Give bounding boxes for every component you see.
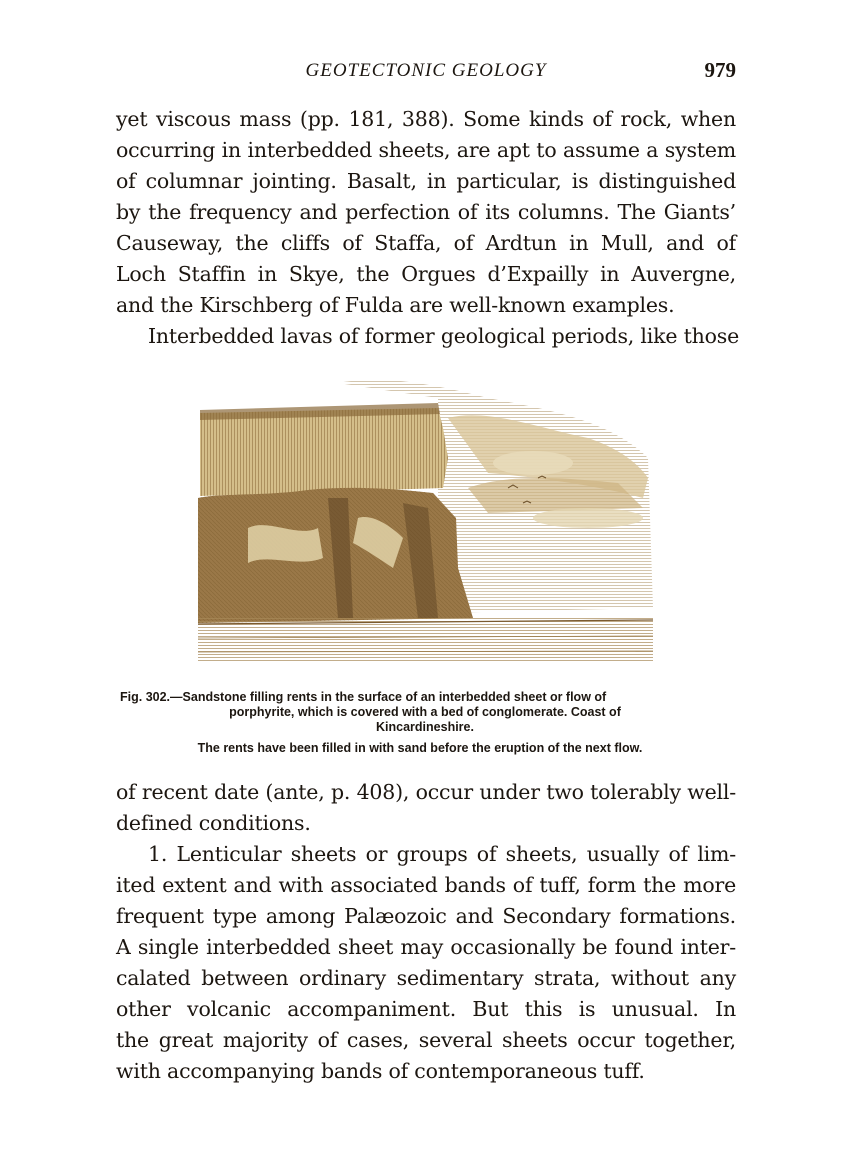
text-line: defined conditions. bbox=[116, 811, 311, 835]
text-line: occurring in interbedded sheets, are apt to assume a system bbox=[116, 138, 736, 162]
text-line: Loch Staffin in Skye, the Orgues d’Expailly in Auvergne, bbox=[116, 262, 736, 286]
text-line: of columnar jointing. Basalt, in particular, is distinguished bbox=[116, 169, 736, 193]
caption-text: —Sandstone filling rents in the surface of an interbedded sheet or flow of bbox=[170, 690, 607, 704]
figure-note: The rents have been filled in with sand before the eruption of the next flow. bbox=[197, 741, 643, 755]
figure-illustration bbox=[188, 368, 658, 673]
paragraph-3 bbox=[116, 777, 736, 839]
text-line: Interbedded lavas of former geological periods, like those bbox=[148, 324, 740, 348]
text-line: frequent type among Palæozoic and Secondary formations. bbox=[116, 904, 736, 928]
text-line: and the Kirschberg of Fulda are well-known examples. bbox=[116, 293, 675, 317]
text-line: Causeway, the cliffs of Staffa, of Ardtun in Mull, and of bbox=[116, 231, 736, 255]
text-line: ited extent and with associated bands of tuff, form the more bbox=[116, 873, 736, 897]
caption-line: porphyrite, which is covered with a bed of conglomerate. Coast of bbox=[229, 705, 621, 719]
text-line: 1. Lenticular sheets or groups of sheets, usually of lim- bbox=[148, 842, 736, 866]
text-line: of recent date (ante, p. 408), occur under two tolerably well- bbox=[116, 780, 736, 804]
text-line: other volcanic accompaniment. But this is unusual. In bbox=[116, 997, 736, 1021]
cliff-engraving-illustration bbox=[188, 368, 658, 673]
page-header bbox=[116, 58, 736, 88]
caption-line: Kincardineshire. bbox=[376, 720, 474, 734]
paragraph-1 bbox=[116, 104, 736, 321]
text-line: by the frequency and perfection of its columns. The Giants’ bbox=[116, 200, 736, 224]
page-number: 979 bbox=[704, 58, 736, 82]
running-head: GEOTECTONIC GEOLOGY bbox=[305, 60, 547, 81]
figure-caption bbox=[120, 690, 730, 735]
text-line: calated between ordinary sedimentary strata, without any bbox=[116, 966, 736, 990]
paragraph-2 bbox=[116, 321, 740, 352]
text-line: the great majority of cases, several sheets occur together, bbox=[116, 1028, 736, 1052]
figure-label: Fig. 302. bbox=[120, 690, 171, 704]
caption-line bbox=[120, 690, 730, 705]
text-line: with accompanying bands of contemporaneous tuff. bbox=[116, 1059, 645, 1083]
text-line: yet viscous mass (pp. 181, 388). Some kinds of rock, when bbox=[116, 107, 736, 131]
paragraph-4 bbox=[116, 839, 736, 1087]
text-line: A single interbedded sheet may occasionally be found inter- bbox=[116, 935, 736, 959]
